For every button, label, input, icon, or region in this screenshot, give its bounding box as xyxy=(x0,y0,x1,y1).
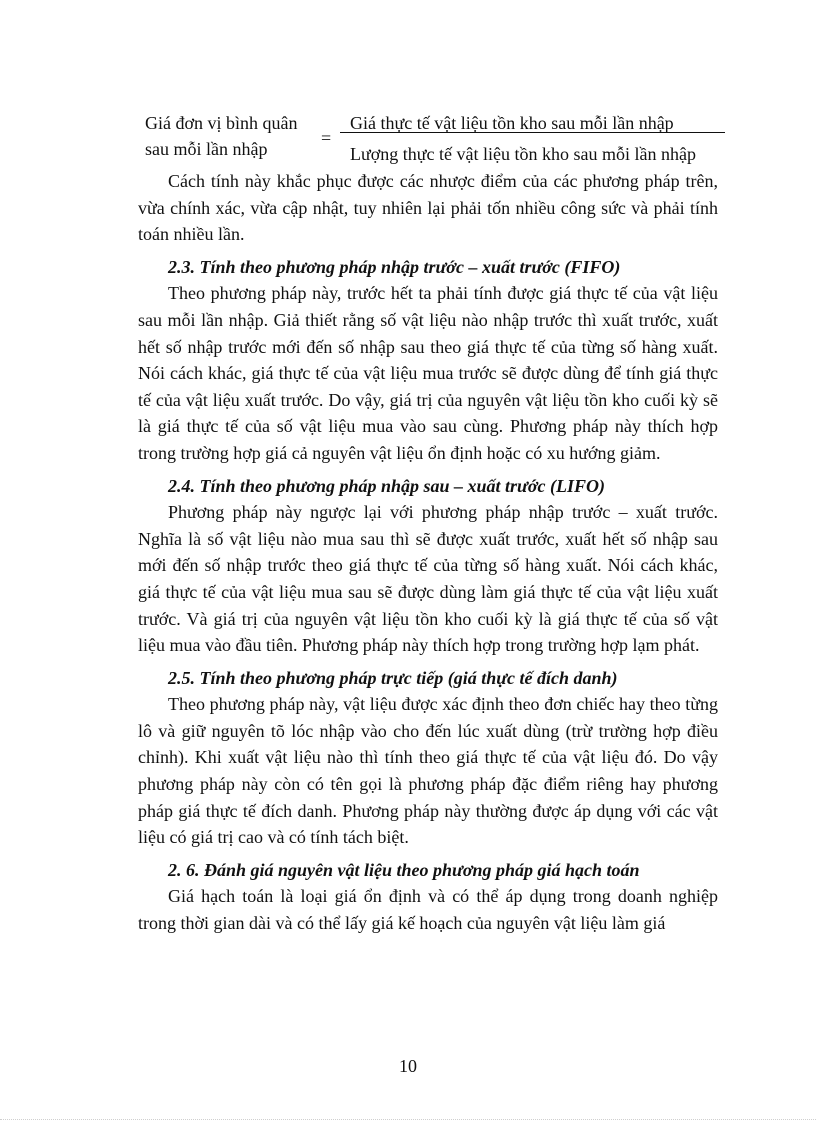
section-body-fifo: Theo phương pháp này, trước hết ta phải tính được giá thực tế của vật liệu sau mỗi lần nhập. Giả thiết rằng số vật liệu nào nhập trước thì xuất trước, xuất hết số nhập trước mới đến số nhập sau theo giá thực tế của từng số hàng xuất. Nói cách khác, giá thực tế của vật liệu mua trước sẽ được dùng để tính giá thực tế của vật liệu xuất trước. Do vậy, giá trị của nguyên vật liệu tồn kho cuối kỳ sẽ là giá thực tế của số vật liệu mua vào sau cùng. Phương pháp này thích hợp trong trường hợp giá cả nguyên vật liệu ổn định hoặc có xu hướng giảm. xyxy=(138,283,718,463)
section-heading-standard-price: 2. 6. Đánh giá nguyên vật liệu theo phương pháp giá hạch toán xyxy=(168,859,640,880)
section-heading-specific-identification: 2.5. Tính theo phương pháp trực tiếp (giá thực tế đích danh) xyxy=(168,667,618,688)
section-body-standard-price: Giá hạch toán là loại giá ổn định và có thể áp dụng trong doanh nghiệp trong thời gian dài và có thể lấy giá kế hoạch của nguyên vật liệu làm giá xyxy=(138,886,718,934)
formula-lhs-line2: sau mỗi lần nhập xyxy=(145,139,268,159)
section-heading-fifo: 2.3. Tính theo phương pháp nhập trước – xuất trước (FIFO) xyxy=(168,256,621,277)
fraction-bar xyxy=(340,132,725,133)
page-number: 10 xyxy=(399,1056,417,1076)
document-body xyxy=(138,168,718,937)
section-body-lifo: Phương pháp này ngược lại với phương pháp nhập trước – xuất trước. Nghĩa là số vật liệu nào mua sau thì sẽ được xuất trước, xuất hết số nhập sau mới đến số nhập trước theo giá thực tế của từng số hàng xuất. Nói cách khác, giá thực tế của vật liệu mua sau sẽ được dùng làm giá thực tế của vật liệu xuất trước. Và giá trị của nguyên vật liệu tồn kho cuối kỳ là giá thực tế của số vật liệu mua vào đầu tiên. Phương pháp này thích hợp trong trường hợp lạm phát. xyxy=(138,502,718,656)
average-price-formula xyxy=(140,108,730,168)
intro-paragraph: Cách tính này khắc phục được các nhược điểm của các phương pháp trên, vừa chính xác, vừa cập nhật, tuy nhiên lại phải tốn nhiều công sức và phải tính toán nhiều lần. xyxy=(138,171,718,245)
formula-equals-sign: = xyxy=(321,128,332,148)
formula-denominator: Lượng thực tế vật liệu tồn kho sau mỗi lần nhập xyxy=(350,144,696,164)
formula-lhs-line1: Giá đơn vị bình quân xyxy=(145,113,298,133)
formula-numerator: Giá thực tế vật liệu tồn kho sau mỗi lần nhập xyxy=(350,113,674,133)
formula-lhs xyxy=(145,110,325,162)
section-heading-lifo: 2.4. Tính theo phương pháp nhập sau – xuất trước (LIFO) xyxy=(168,475,605,496)
page-bottom-divider xyxy=(0,1119,816,1120)
section-body-specific-identification: Theo phương pháp này, vật liệu được xác định theo đơn chiếc hay theo từng lô và giữ nguyên tõ lóc nhập vào cho đến lúc xuất dùng (trừ trường hợp điều chỉnh). Khi xuất vật liệu nào thì tính theo giá thực tế của vật liệu đó. Do vậy phương pháp này còn có tên gọi là phương pháp đặc điểm riêng hay phương pháp giá thực tế đích danh. Phương pháp này thường được áp dụng với các vật liệu có giá trị cao và có tính tách biệt. xyxy=(138,694,718,848)
